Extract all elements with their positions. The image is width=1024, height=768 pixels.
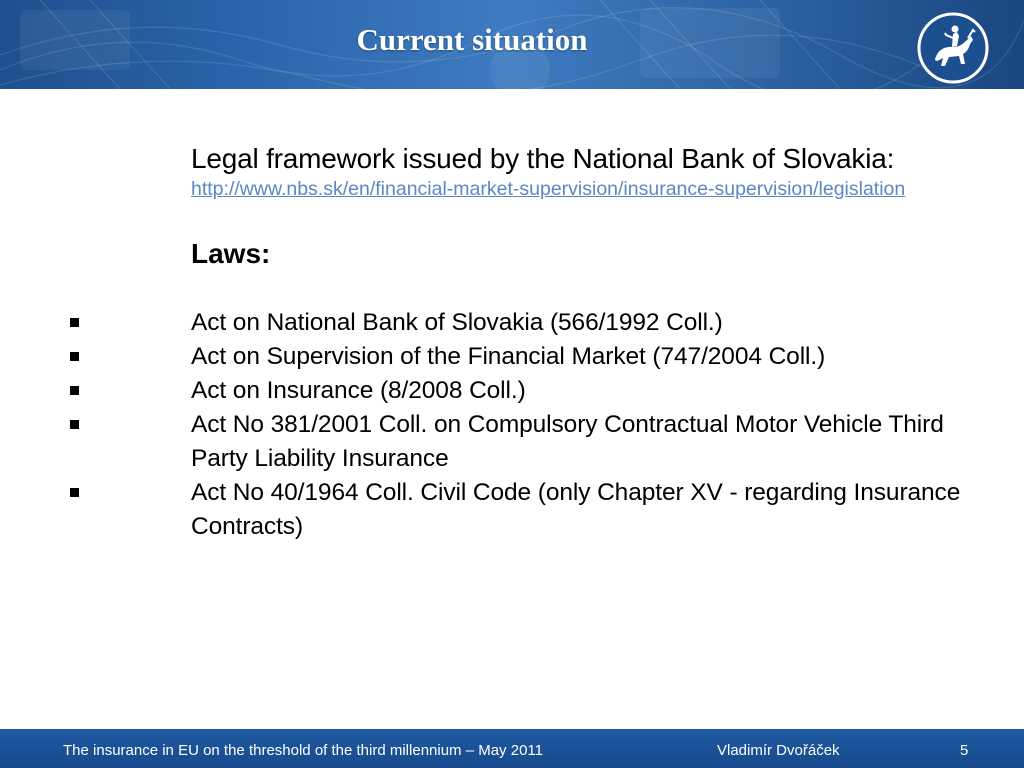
acts-list [70,306,970,544]
act-item [70,476,970,544]
square-bullet-icon [70,488,79,497]
square-bullet-icon [70,352,79,361]
slide-title: Current situation [356,22,588,57]
intro-text: Legal framework issued by the National Bank of Slovakia: [191,143,895,174]
act-item [70,374,970,408]
square-bullet-icon [70,318,79,327]
footer-conference: The insurance in EU on the threshold of the third millennium – May 2011 [63,742,543,759]
slide-header [0,0,1024,89]
laws-heading: Laws: [191,238,271,269]
slide-footer [0,729,1024,768]
act-text: Act on Supervision of the Financial Market (747/2004 Coll.) [191,343,826,370]
act-item [70,306,970,340]
act-text: Act on National Bank of Slovakia (566/1992 Coll.) [191,309,723,336]
square-bullet-icon [70,386,79,395]
act-text: Act No 40/1964 Coll. Civil Code (only Chapter XV - regarding Insurance Contracts) [191,479,961,540]
horse-rider-logo-icon [915,10,991,86]
square-bullet-icon [70,420,79,429]
slide-content [70,142,970,544]
act-item [70,408,970,476]
footer-page-number: 5 [960,742,969,759]
act-item [70,340,970,374]
act-text: Act on Insurance (8/2008 Coll.) [191,377,526,404]
legislation-link[interactable]: http://www.nbs.sk/en/financial-market-supervision/insurance-supervision/legislation [191,178,906,200]
legislation-link-container [70,178,970,200]
act-text: Act No 381/2001 Coll. on Compulsory Contractual Motor Vehicle Third Party Liability Insurance [191,411,944,472]
footer-author: Vladimír Dvořáček [717,742,840,759]
